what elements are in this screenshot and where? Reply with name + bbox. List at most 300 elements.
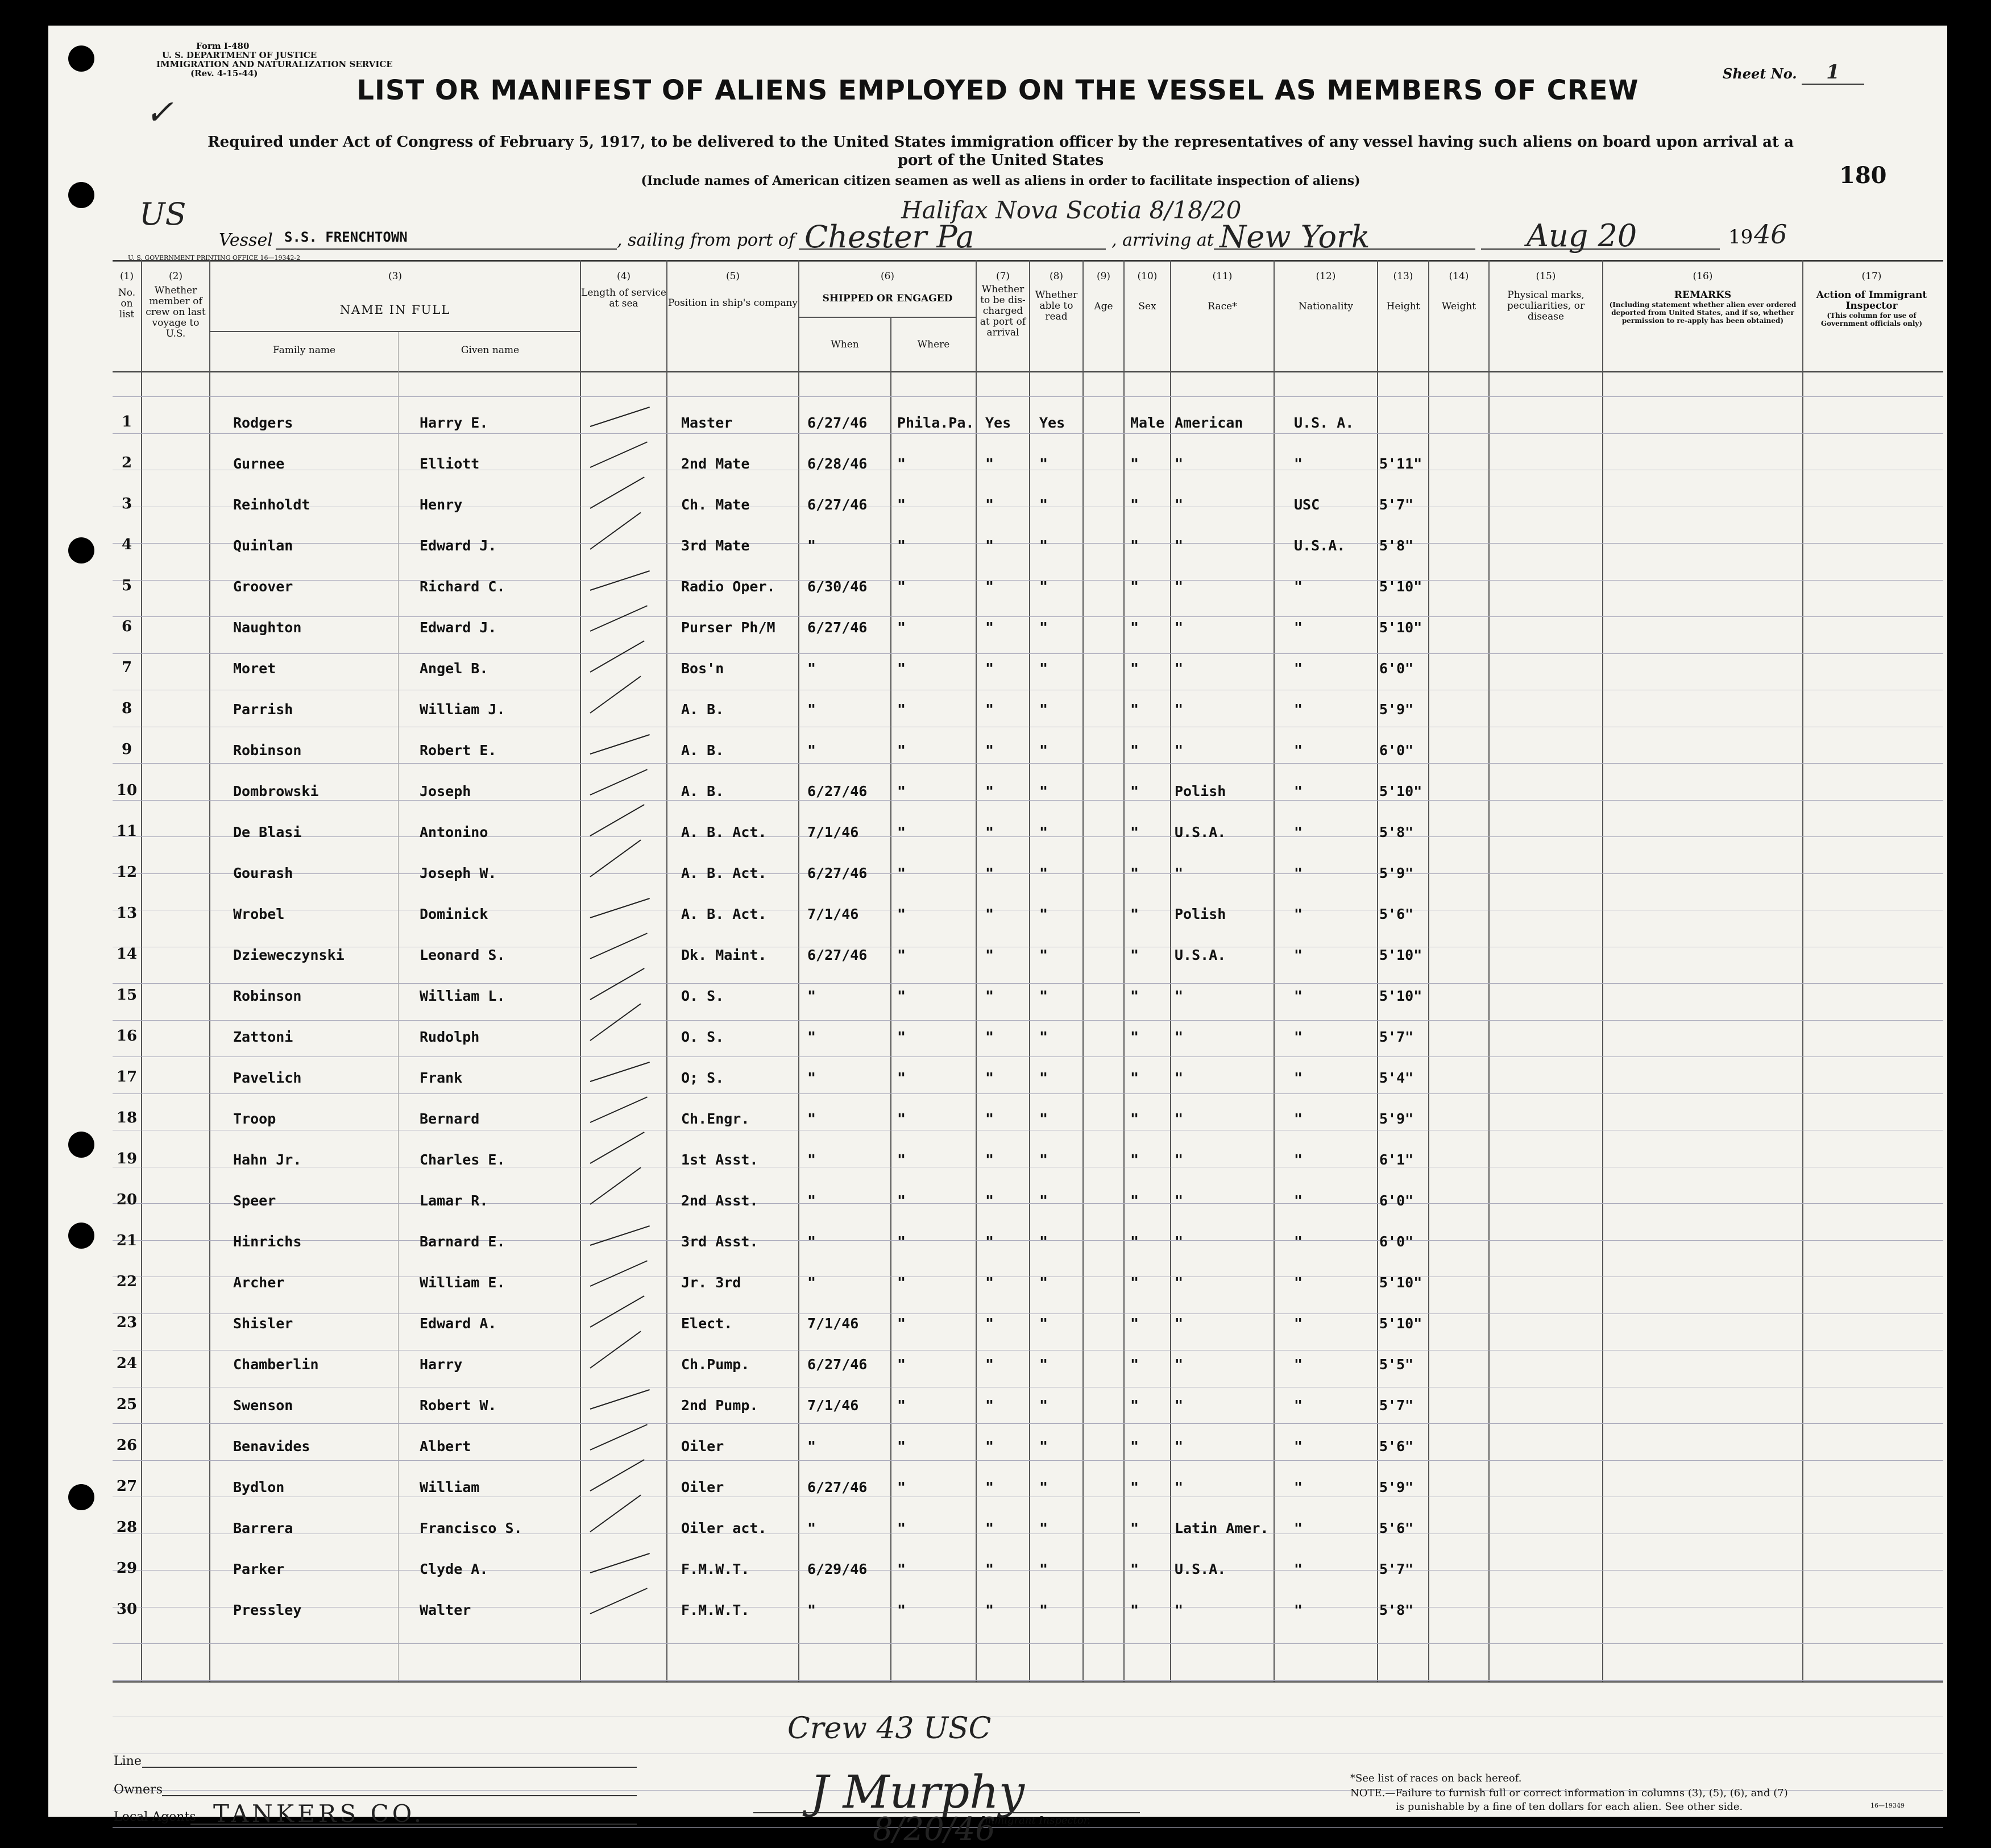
- position-cell: Oiler act.: [681, 1520, 767, 1536]
- shipped-when-cell: 7/1/46: [807, 1315, 859, 1332]
- sex-cell: ": [1130, 906, 1139, 922]
- row-number: 25: [116, 1396, 138, 1413]
- able-to-read-cell: ": [1039, 1438, 1048, 1455]
- local-agents-label: Local Agents: [114, 1810, 196, 1824]
- nationality-cell: ": [1294, 1561, 1303, 1577]
- col10-num: (10): [1137, 271, 1158, 282]
- crew-table: [113, 260, 1943, 1681]
- nationality-cell: ": [1294, 1070, 1303, 1086]
- col9-label: Age: [1094, 301, 1113, 312]
- vessel-label: Vessel: [219, 230, 273, 250]
- family-name-cell: Archer: [233, 1274, 285, 1291]
- family-name-cell: Reinholdt: [233, 496, 310, 513]
- row-number: 28: [116, 1519, 138, 1536]
- col17-note: (This column for use of Government officials only): [1820, 312, 1923, 328]
- height-cell: 5'9": [1379, 1111, 1414, 1127]
- able-to-read-cell: ": [1039, 865, 1048, 881]
- race-cell: ": [1175, 537, 1184, 554]
- col12-num: (12): [1316, 271, 1336, 282]
- column-rule: [1802, 260, 1803, 1681]
- given-name-cell: Barnard E.: [420, 1233, 505, 1250]
- col7-label: Whether to be dis-charged at port of arrival: [980, 284, 1026, 338]
- discharged-cell: ": [985, 1070, 994, 1086]
- race-cell: ": [1175, 988, 1184, 1004]
- discharged-cell: ": [985, 1397, 994, 1414]
- shipped-when-cell: 7/1/46: [807, 906, 859, 922]
- discharged-cell: ": [985, 701, 994, 718]
- given-name-cell: Lamar R.: [420, 1192, 488, 1209]
- table-bottom-border: [113, 1681, 1943, 1683]
- col6-header: [799, 271, 976, 304]
- position-cell: Radio Oper.: [681, 578, 775, 595]
- position-cell: A. B. Act.: [681, 865, 767, 881]
- nationality-cell: ": [1294, 1151, 1303, 1168]
- height-cell: 5'7": [1379, 1561, 1414, 1577]
- sex-cell: ": [1130, 701, 1139, 718]
- line-label: Line: [114, 1754, 142, 1768]
- race-cell: ": [1175, 1602, 1184, 1618]
- discharged-cell: ": [985, 1479, 994, 1495]
- service-mark-icon: [590, 1225, 650, 1246]
- row-rule: [113, 1240, 1943, 1241]
- discharged-cell: ": [985, 1561, 994, 1577]
- discharged-cell: ": [985, 1111, 994, 1127]
- able-to-read-cell: Yes: [1039, 415, 1065, 431]
- shipped-when-cell: ": [807, 1029, 816, 1045]
- shipped-when-cell: 6/27/46: [807, 1356, 868, 1373]
- position-cell: A. B.: [681, 701, 724, 718]
- column-rule: [1123, 260, 1125, 1681]
- family-name-cell: Parker: [233, 1561, 285, 1577]
- height-cell: 5'4": [1379, 1070, 1414, 1086]
- given-name-cell: Harry E.: [420, 415, 488, 431]
- subtitle-port: port of the United States: [897, 152, 1104, 169]
- row-number: 15: [116, 987, 138, 1004]
- row-rule: [113, 836, 1943, 837]
- race-cell: ": [1175, 578, 1184, 595]
- position-cell: Master: [681, 415, 733, 431]
- race-cell: ": [1175, 1438, 1184, 1455]
- sex-cell: ": [1130, 1438, 1139, 1455]
- column-rule: [398, 331, 399, 1681]
- service-mark-icon: [590, 1459, 645, 1491]
- able-to-read-cell: ": [1039, 906, 1048, 922]
- race-cell: U.S.A.: [1175, 947, 1226, 963]
- able-to-read-cell: ": [1039, 1192, 1048, 1209]
- family-name-cell: Parrish: [233, 701, 293, 718]
- nationality-cell: ": [1294, 1602, 1303, 1618]
- height-cell: 5'10": [1379, 1274, 1422, 1291]
- punch-hole-icon: [68, 182, 94, 208]
- position-cell: 2nd Pump.: [681, 1397, 758, 1414]
- race-cell: ": [1175, 1315, 1184, 1332]
- height-cell: 5'8": [1379, 537, 1414, 554]
- race-note: *See list of races on back hereof.: [1350, 1772, 1522, 1784]
- column-rule: [890, 317, 891, 1681]
- able-to-read-cell: ": [1039, 1479, 1048, 1495]
- nationality-cell: ": [1294, 742, 1303, 759]
- discharged-cell: ": [985, 1151, 994, 1168]
- nationality-cell: ": [1294, 865, 1303, 881]
- sailing-port: Chester Pa: [804, 219, 974, 255]
- row-rule: [113, 763, 1943, 764]
- shipped-when-cell: 6/29/46: [807, 1561, 868, 1577]
- name-subheader-line: [210, 331, 580, 332]
- shipped-when-cell: ": [807, 1602, 816, 1618]
- discharged-cell: Yes: [985, 415, 1011, 431]
- able-to-read-cell: ": [1039, 455, 1048, 472]
- row-number: 27: [116, 1478, 138, 1495]
- col16-num: (16): [1693, 271, 1713, 282]
- given-name-cell: William: [420, 1479, 480, 1495]
- column-rule: [209, 260, 210, 1681]
- row-rule: [113, 1570, 1943, 1571]
- position-cell: 2nd Mate: [681, 455, 750, 472]
- row-rule: [113, 1020, 1943, 1021]
- col14-header: [1429, 271, 1488, 312]
- vessel-underline: [276, 248, 617, 250]
- height-cell: 5'7": [1379, 1029, 1414, 1045]
- column-rule: [1082, 260, 1084, 1681]
- col14-num: (14): [1449, 271, 1469, 282]
- service-mark-icon: [590, 676, 641, 714]
- family-name-cell: De Blasi: [233, 824, 302, 840]
- where-header: Where: [917, 339, 950, 350]
- race-cell: ": [1175, 1111, 1184, 1127]
- shipped-where-cell: ": [897, 1029, 906, 1045]
- col15-header: [1490, 271, 1602, 322]
- col17-label: Action of Immigrant Inspector: [1816, 289, 1927, 312]
- able-to-read-cell: ": [1039, 578, 1048, 595]
- vessel-name: S.S. FRENCHTOWN: [284, 229, 408, 245]
- penalty-note-2: is punishable by a fine of ten dollars for each alien. See other side.: [1396, 1801, 1743, 1813]
- arriving-port: New York: [1220, 219, 1370, 255]
- shipped-where-cell: ": [897, 824, 906, 840]
- service-mark-icon: [590, 1389, 650, 1410]
- check-mark-icon: ✓: [145, 93, 174, 132]
- position-cell: Dk. Maint.: [681, 947, 767, 963]
- row-rule: [113, 983, 1943, 984]
- shipped-where-cell: ": [897, 1233, 906, 1250]
- given-name-cell: Albert: [420, 1438, 471, 1455]
- row-number: 18: [116, 1109, 138, 1126]
- sex-cell: ": [1130, 1274, 1139, 1291]
- row-rule: [113, 1680, 1943, 1681]
- race-cell: ": [1175, 1274, 1184, 1291]
- discharged-cell: ": [985, 906, 994, 922]
- col1-num: (1): [119, 271, 134, 282]
- col8-num: (8): [1049, 271, 1064, 282]
- discharged-cell: ": [985, 1192, 994, 1209]
- able-to-read-cell: ": [1039, 1111, 1048, 1127]
- col16-label: REMARKS: [1674, 289, 1732, 301]
- manifest-title: LIST OR MANIFEST OF ALIENS EMPLOYED ON THE VESSEL AS MEMBERS OF CREW: [356, 74, 1639, 106]
- service-mark-icon: [590, 1495, 641, 1532]
- col7-header: [977, 271, 1029, 338]
- sex-cell: ": [1130, 742, 1139, 759]
- discharged-cell: ": [985, 824, 994, 840]
- given-name-cell: Clyde A.: [420, 1561, 488, 1577]
- row-rule: [113, 396, 1943, 397]
- able-to-read-cell: ": [1039, 1029, 1048, 1045]
- column-rule: [1170, 260, 1171, 1681]
- family-name-cell: Troop: [233, 1111, 276, 1127]
- col9-header: [1084, 271, 1123, 312]
- row-rule: [113, 580, 1943, 581]
- column-rule: [1274, 260, 1275, 1681]
- nationality-cell: ": [1294, 619, 1303, 636]
- punch-hole-icon: [68, 1484, 94, 1510]
- shipped-when-cell: ": [807, 1438, 816, 1455]
- row-rule: [113, 543, 1943, 544]
- arriving-label: , arriving at: [1111, 230, 1214, 250]
- row-number: 29: [116, 1560, 138, 1577]
- nationality-cell: ": [1294, 1520, 1303, 1536]
- position-cell: A. B. Act.: [681, 824, 767, 840]
- row-number: 3: [121, 495, 132, 512]
- height-cell: 5'5": [1379, 1356, 1414, 1373]
- sex-cell: ": [1130, 1315, 1139, 1332]
- family-name-cell: Robinson: [233, 742, 302, 759]
- row-number: 1: [121, 413, 132, 430]
- shipped-when-cell: ": [807, 1151, 816, 1168]
- race-cell: ": [1175, 660, 1184, 677]
- shipped-where-cell: ": [897, 578, 906, 595]
- nationality-cell: ": [1294, 701, 1303, 718]
- row-rule: [113, 653, 1943, 654]
- discharged-cell: ": [985, 1602, 994, 1618]
- family-name-cell: Zattoni: [233, 1029, 293, 1045]
- nationality-cell: ": [1294, 1192, 1303, 1209]
- sex-cell: ": [1130, 865, 1139, 881]
- given-name-cell: Frank: [420, 1070, 463, 1086]
- service-mark-icon: [590, 804, 645, 836]
- position-cell: 2nd Asst.: [681, 1192, 758, 1209]
- table-top-border: [113, 260, 1943, 262]
- row-rule: [113, 800, 1943, 801]
- column-rule: [1029, 260, 1030, 1681]
- sex-cell: ": [1130, 1151, 1139, 1168]
- shipped-subheader-line: [799, 317, 976, 318]
- discharged-cell: ": [985, 1233, 994, 1250]
- position-cell: Ch.Pump.: [681, 1356, 750, 1373]
- race-cell: ": [1175, 619, 1184, 636]
- discharged-cell: ": [985, 1029, 994, 1045]
- race-cell: ": [1175, 1397, 1184, 1414]
- able-to-read-cell: ": [1039, 660, 1048, 677]
- service-mark-icon: [590, 840, 641, 877]
- form-service: IMMIGRATION AND NATURALIZATION SERVICE: [156, 59, 393, 69]
- given-name-cell: Henry: [420, 496, 463, 513]
- position-cell: Oiler: [681, 1438, 724, 1455]
- shipped-when-cell: ": [807, 1520, 816, 1536]
- sex-cell: ": [1130, 1356, 1139, 1373]
- sex-cell: Male: [1130, 415, 1165, 431]
- discharged-cell: ": [985, 1356, 994, 1373]
- race-cell: ": [1175, 1070, 1184, 1086]
- shipped-where-cell: ": [897, 1602, 906, 1618]
- row-number: 12: [116, 864, 138, 881]
- shipped-where-cell: ": [897, 701, 906, 718]
- sex-cell: ": [1130, 1561, 1139, 1577]
- col6-num: (6): [880, 271, 895, 282]
- given-name-cell: Antonino: [420, 824, 488, 840]
- family-name-cell: Hinrichs: [233, 1233, 302, 1250]
- row-rule: [113, 433, 1943, 434]
- height-cell: 5'6": [1379, 1520, 1414, 1536]
- col11-label: Race*: [1208, 301, 1237, 312]
- row-number: 9: [121, 741, 132, 758]
- able-to-read-cell: ": [1039, 988, 1048, 1004]
- sex-cell: ": [1130, 1602, 1139, 1618]
- col17-header: [1803, 271, 1940, 328]
- col13-label: Height: [1386, 301, 1420, 312]
- col16-header: [1603, 271, 1802, 325]
- shipped-where-cell: ": [897, 1192, 906, 1209]
- printing-office: U. S. GOVERNMENT PRINTING OFFICE 16—19342-2: [128, 254, 301, 262]
- service-mark-icon: [590, 1004, 641, 1041]
- family-name-cell: Gurnee: [233, 455, 285, 472]
- row-number: 10: [116, 782, 138, 799]
- sex-cell: ": [1130, 1070, 1139, 1086]
- race-cell: ": [1175, 742, 1184, 759]
- manifest-sheet: [48, 26, 1947, 1848]
- service-mark-icon: [590, 1260, 648, 1287]
- given-name-cell: Richard C.: [420, 578, 505, 595]
- sailing-label: , sailing from port of: [617, 230, 795, 250]
- shipped-where-cell: ": [897, 1315, 906, 1332]
- discharged-cell: ": [985, 578, 994, 595]
- given-name-cell: Edward A.: [420, 1315, 497, 1332]
- shipped-when-cell: 6/27/46: [807, 1479, 868, 1495]
- service-mark-icon: [590, 769, 648, 795]
- family-name-cell: Naughton: [233, 619, 302, 636]
- family-name-cell: Benavides: [233, 1438, 310, 1455]
- row-number: 5: [121, 577, 132, 594]
- service-mark-icon: [590, 1295, 645, 1328]
- signature-date: 8/20/46: [873, 1811, 996, 1848]
- subtitle-act: Required under Act of Congress of February 5, 1917, to be delivered to the United States immigration officer by the representatives of any vessel having such aliens on board upon arrival at a: [208, 134, 1794, 151]
- col4-label: Length of service at sea: [581, 287, 666, 309]
- col13-header: [1378, 271, 1428, 312]
- able-to-read-cell: ": [1039, 1356, 1048, 1373]
- given-name-cell: Harry: [420, 1356, 463, 1373]
- able-to-read-cell: ": [1039, 1233, 1048, 1250]
- inspector-label: Immigrant Inspector.: [981, 1814, 1091, 1826]
- given-name-header: Given name: [461, 345, 520, 356]
- col11-header: [1171, 271, 1274, 312]
- row-number: 24: [116, 1355, 138, 1372]
- sheet-number-value: 1: [1802, 61, 1864, 85]
- shipped-where-cell: ": [897, 1479, 906, 1495]
- sex-cell: ": [1130, 988, 1139, 1004]
- height-cell: 5'8": [1379, 824, 1414, 840]
- shipped-where-cell: ": [897, 906, 906, 922]
- race-cell: ": [1175, 1192, 1184, 1209]
- inspector-signature: J Murphy: [810, 1766, 1025, 1818]
- height-cell: 5'6": [1379, 906, 1414, 922]
- race-cell: ": [1175, 1479, 1184, 1495]
- when-header: When: [831, 339, 859, 350]
- able-to-read-cell: ": [1039, 1561, 1048, 1577]
- nationality-cell: ": [1294, 455, 1303, 472]
- shipped-where-cell: ": [897, 865, 906, 881]
- nationality-cell: ": [1294, 824, 1303, 840]
- shipped-where-cell: ": [897, 537, 906, 554]
- owners-label: Owners: [114, 1783, 163, 1797]
- shipped-when-cell: 7/1/46: [807, 1397, 859, 1414]
- form-number: Form I-480: [196, 41, 250, 51]
- shipped-where-cell: ": [897, 947, 906, 963]
- crew-count-note: Crew 43 USC: [787, 1712, 992, 1746]
- col12-label: Nationality: [1299, 301, 1353, 312]
- column-rule: [1428, 260, 1429, 1681]
- shipped-where-cell: ": [897, 1356, 906, 1373]
- sex-cell: ": [1130, 537, 1139, 554]
- nationality-cell: ": [1294, 1356, 1303, 1373]
- nationality-cell: ": [1294, 1029, 1303, 1045]
- col1-label: No. on list: [118, 287, 136, 320]
- row-number: 22: [116, 1273, 138, 1290]
- discharged-cell: ": [985, 783, 994, 799]
- family-name-cell: Pavelich: [233, 1070, 302, 1086]
- column-rule: [1377, 260, 1378, 1681]
- given-name-cell: Dominick: [420, 906, 488, 922]
- family-name-header: Family name: [272, 345, 336, 356]
- shipped-where-cell: ": [897, 1151, 906, 1168]
- position-cell: F.M.W.T.: [681, 1561, 750, 1577]
- shipped-where-cell: ": [897, 1397, 906, 1414]
- shipped-when-cell: 6/27/46: [807, 415, 868, 431]
- row-number: 7: [121, 659, 132, 676]
- col2-label: Whether member of crew on last voyage to U.S.: [146, 285, 206, 339]
- sex-cell: ": [1130, 455, 1139, 472]
- sex-cell: ": [1130, 947, 1139, 963]
- race-cell: U.S.A.: [1175, 1561, 1226, 1577]
- discharged-cell: ": [985, 865, 994, 881]
- position-cell: A. B.: [681, 742, 724, 759]
- height-cell: 5'10": [1379, 947, 1422, 963]
- col5-num: (5): [725, 271, 740, 282]
- row-number: 16: [116, 1027, 138, 1045]
- sex-cell: ": [1130, 783, 1139, 799]
- row-rule: [113, 1423, 1943, 1424]
- column-rule: [976, 260, 977, 1681]
- row-number: 30: [116, 1601, 138, 1618]
- row-number: 19: [116, 1150, 138, 1167]
- position-cell: Elect.: [681, 1315, 733, 1332]
- col11-num: (11): [1212, 271, 1233, 282]
- col8-label: Whether able to read: [1035, 289, 1078, 322]
- row-number: 13: [116, 905, 138, 922]
- shipped-when-cell: ": [807, 660, 816, 677]
- service-mark-icon: [590, 640, 645, 673]
- height-cell: 5'9": [1379, 701, 1414, 718]
- given-name-cell: Bernard: [420, 1111, 480, 1127]
- shipped-when-cell: ": [807, 988, 816, 1004]
- row-number: 26: [116, 1437, 138, 1454]
- discharged-cell: ": [985, 660, 994, 677]
- col5-label: Position in ship's company: [667, 297, 798, 309]
- shipped-when-cell: 6/28/46: [807, 455, 868, 472]
- height-cell: 5'7": [1379, 496, 1414, 513]
- col2-header: [142, 271, 209, 339]
- row-rule: [113, 1056, 1943, 1057]
- col4-num: (4): [616, 271, 631, 282]
- shipped-when-cell: 6/27/46: [807, 619, 868, 636]
- row-number: 4: [121, 536, 132, 553]
- family-name-cell: Shisler: [233, 1315, 293, 1332]
